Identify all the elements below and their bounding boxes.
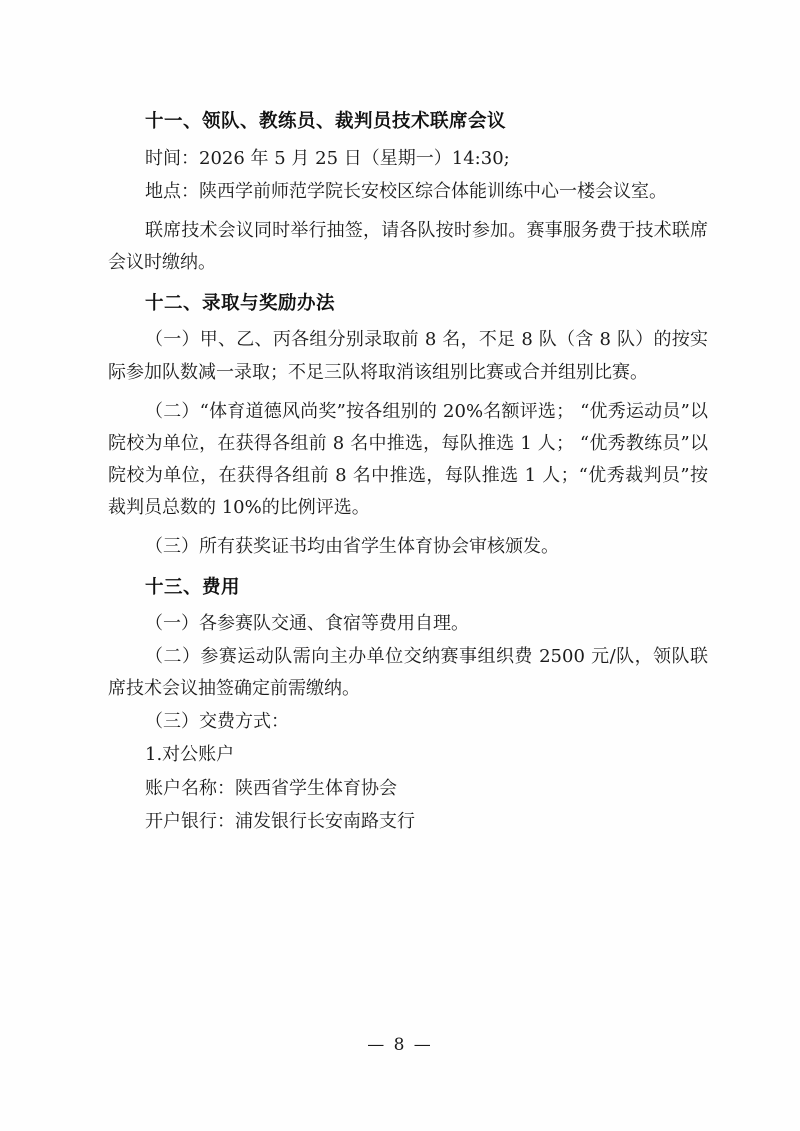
- section-13-account-type: 1.对公账户: [145, 744, 235, 766]
- section-11-paragraph-3: 联席技术会议同时举行抽签，请各队按时参加。赛事服务费于技术联席会议时缴纳。: [108, 219, 708, 273]
- section-13-paragraph-2: （二）参赛运动队需向主办单位交纳赛事组织费 2500 元/队，领队联席技术会议抽签确定前需缴纳。: [108, 646, 708, 700]
- section-heading-11: 十一、领队、教练员、裁判员技术联席会议: [145, 111, 507, 132]
- section-13-paragraph-3: （三）交费方式：: [145, 711, 289, 733]
- section-11-paragraph-2: 地点：陕西学前师范学院长安校区综合体能训练中心一楼会议室。: [145, 180, 667, 202]
- section-13-account-name: 账户名称：陕西省学生体育协会: [145, 777, 397, 799]
- section-12-paragraph-3: （三）所有获奖证书均由省学生体育协会审核颁发。: [145, 535, 559, 557]
- section-heading-12: 十二、录取与奖励办法: [145, 292, 336, 314]
- page-footer: [0, 1035, 800, 1055]
- section-12-paragraph-2: （二）“体育道德风尚奖”按各组别的 20%名额评选； “优秀运动员”以院校为单位，在获得各组前 8 名中推选，每队推选 1 人； “优秀教练员”以院校为单位，在获得各组前 8 名中推选，每队推选 1 人；“优秀裁判员”按裁判员总数的 10%的比例评选。: [108, 400, 708, 518]
- document-body: [108, 108, 708, 839]
- section-13-bank-name: 开户银行：浦发银行长安南路支行: [145, 810, 415, 832]
- section-12-paragraph-1: （一）甲、乙、丙各组分别录取前 8 名，不足 8 队（含 8 队）的按实际参加队数减一录取；不足三队将取消该组别比赛或合并组别比赛。: [108, 329, 708, 383]
- section-11-paragraph-1: 时间：2026 年 5 月 25 日（星期一）14:30;: [145, 147, 510, 169]
- section-heading-13: 十三、费用: [145, 576, 241, 598]
- section-13-paragraph-1: （一）各参赛队交通、食宿等费用自理。: [145, 613, 469, 635]
- page-number: — 8 —: [367, 1035, 433, 1055]
